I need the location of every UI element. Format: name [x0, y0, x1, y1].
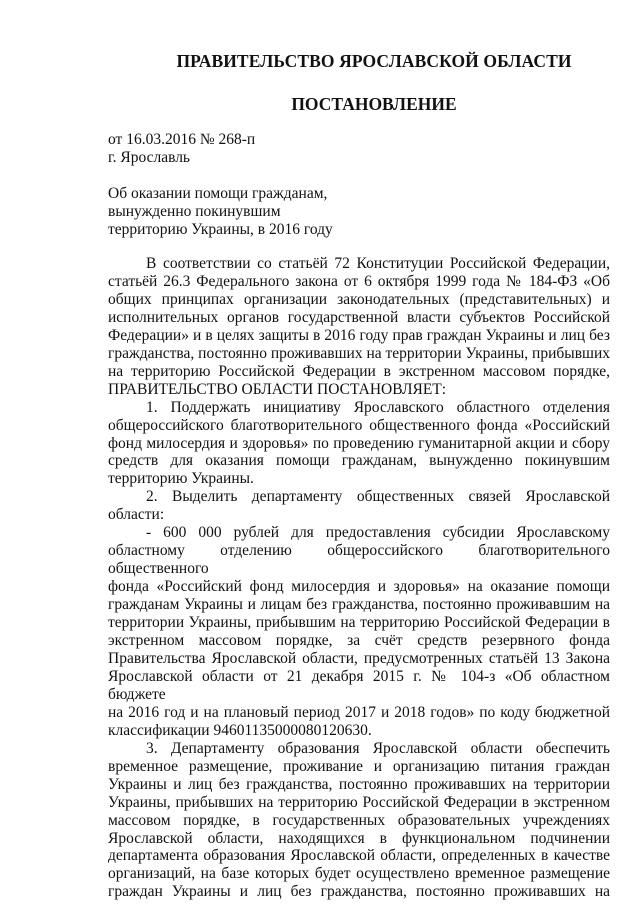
text-line: средств для оказания помощи гражданам, вынужденно покинувшим — [108, 452, 610, 470]
item-2-paragraph — [108, 488, 610, 739]
text-line: 1. Поддержать инициативу Ярославского областного отделения — [146, 398, 610, 416]
subject-line-1: Об оказании помощи гражданам, — [108, 185, 328, 202]
city: г. Ярославль — [108, 149, 190, 166]
text-line: 2. Выделить департаменту общественных связей Ярославской области: — [108, 488, 610, 524]
text-line: - 600 000 рублей для предоставления субсидии Ярославскому — [146, 524, 610, 542]
text-line: гражданства, постоянно проживавших на территории Украины, прибывших — [108, 344, 610, 362]
text-line: Ярославской области, находящихся в функциональном подчинении — [108, 829, 610, 847]
text-line: В соответствии со статьёй 72 Конституции Российской Федерации, — [146, 255, 610, 272]
subject-line-3: территорию Украины, в 2016 году — [108, 221, 333, 238]
text-line: фонда «Российский фонд милосердия и здоровья» на оказание помощи — [108, 578, 610, 596]
date-and-number: от 16.03.2016 № 268-п — [108, 131, 256, 148]
text-line: департамента образования Ярославской области, определенных в качестве — [108, 847, 610, 865]
text-line: общероссийского благотворительного общественного фонда «Российский — [108, 416, 610, 434]
text-line: на территорию Российской Федерации в экстренном массовом порядке, — [108, 362, 610, 380]
text-line: общих принципах организации законодательных (представительных) и — [108, 290, 610, 308]
text-line: 3. Департаменту образования Ярославской области обеспечить — [146, 739, 610, 757]
text-line: территории Украины, прибывшим на территорию Российской Федерации в — [108, 614, 610, 632]
text-line: экстренном массовом порядке, за счёт средств резервного фонда — [108, 632, 610, 650]
item-1-paragraph — [108, 399, 610, 489]
item-3-paragraph — [108, 740, 610, 902]
text-line: временное размещение, проживание и организацию питания граждан — [108, 757, 610, 775]
subject-line-2: вынужденно покинувшим — [108, 203, 281, 220]
government-header: ПРАВИТЕЛЬСТВО ЯРОСЛАВСКОЙ ОБЛАСТИ — [176, 51, 572, 71]
text-line: Правительства Ярославской области, предусмотренных статьёй 13 Закона — [108, 649, 610, 667]
text-line: Украины и лиц без гражданства, постоянно проживавших на территории — [108, 775, 610, 793]
text-line: организаций, на базе которых будет осуществлено временное размещение — [108, 865, 610, 883]
text-line: Федерации» и в целях защиты в 2016 году прав граждан Украины и лиц без — [108, 326, 610, 344]
text-line: статьёй 26.3 Федерального закона от 6 октября 1999 года № 184-ФЗ «Об — [108, 272, 610, 290]
text-line: классификации 94601135000080120630. — [108, 721, 372, 739]
text-line: массовом порядке, в государственных образовательных учреждениях — [108, 811, 610, 829]
text-line: фонд милосердия и здоровья» по проведению гуманитарной акции и сбору — [108, 434, 610, 452]
text-line: территорию Украины. — [108, 470, 254, 488]
document-body — [108, 255, 610, 901]
text-line: Украины, прибывших на территорию Российской Федерации в экстренном — [108, 793, 610, 811]
text-line: гражданам Украины и лицам без гражданства, постоянно проживавшим на — [108, 596, 610, 614]
preamble-paragraph — [108, 255, 610, 399]
document-type-title: ПОСТАНОВЛЕНИЕ — [291, 94, 457, 114]
text-line: Ярославской области от 21 декабря 2015 г. № 104-з «Об областном бюджете — [108, 667, 610, 703]
text-line: на 2016 год и на плановый период 2017 и 2018 годов» по коду бюджетной — [108, 703, 610, 721]
text-line: исполнительных органов государственной власти субъектов Российской — [108, 308, 610, 326]
text-line: областному отделению общероссийского благотворительного общественного — [108, 542, 610, 578]
text-line: ПРАВИТЕЛЬСТВО ОБЛАСТИ ПОСТАНОВЛЯЕТ: — [108, 380, 447, 398]
text-line: граждан Украины и лиц без гражданства, постоянно проживавших на — [108, 883, 610, 901]
